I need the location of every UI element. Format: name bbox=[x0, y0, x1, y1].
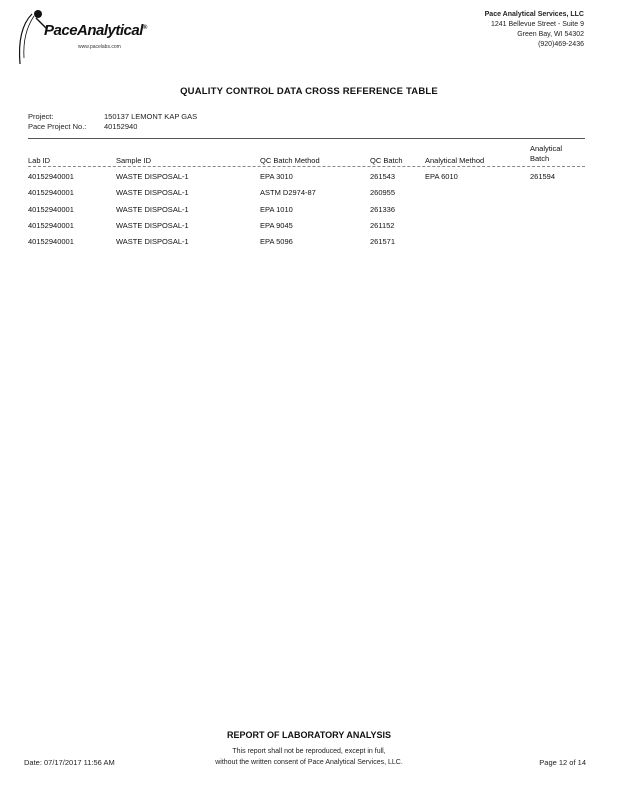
cell-qc-batch: 260955 bbox=[370, 188, 396, 197]
project-value: 150137 LEMONT KAP GAS bbox=[104, 112, 198, 121]
logo-website: www.pacelabs.com bbox=[78, 44, 121, 50]
header-analytical-batch: Analytical Batch bbox=[530, 144, 563, 163]
header-qc-batch: QC Batch bbox=[370, 156, 403, 165]
cell-sample-id: WASTE DISPOSAL-1 bbox=[116, 221, 189, 230]
cell-qc-batch: 261336 bbox=[370, 205, 396, 214]
pace-project-label: Pace Project No.: bbox=[28, 122, 87, 131]
cell-lab-id: 40152940001 bbox=[28, 205, 74, 214]
registered-mark: ® bbox=[142, 25, 147, 31]
header-analytical-method: Analytical Method bbox=[425, 156, 485, 165]
cell-sample-id: WASTE DISPOSAL-1 bbox=[116, 237, 189, 246]
company-street: 1241 Bellevue Street - Suite 9 bbox=[490, 21, 584, 28]
cell-lab-id: 40152940001 bbox=[28, 172, 74, 181]
cell-qc-batch: 261571 bbox=[370, 237, 396, 246]
company-city: Green Bay, WI 54302 bbox=[517, 31, 584, 38]
cell-sample-id: WASTE DISPOSAL-1 bbox=[116, 188, 189, 197]
cell-qc-batch-method: EPA 3010 bbox=[260, 172, 293, 181]
company-name: Pace Analytical Services, LLC bbox=[484, 11, 584, 18]
cell-qc-batch-method: EPA 5096 bbox=[260, 237, 293, 246]
footer-date: Date: 07/17/2017 11:56 AM bbox=[24, 758, 115, 767]
project-info bbox=[28, 112, 197, 132]
cell-sample-id: WASTE DISPOSAL-1 bbox=[116, 205, 189, 214]
logo-wordmark: PaceAnalytical® bbox=[44, 22, 147, 39]
company-phone: (920)469-2436 bbox=[538, 41, 584, 48]
table-row bbox=[0, 172, 618, 184]
pace-project-value: 40152940 bbox=[104, 122, 138, 131]
cell-qc-batch: 261152 bbox=[370, 221, 395, 230]
cell-analytical-batch: 261594 bbox=[530, 172, 556, 181]
header-qc-batch-method: QC Batch Method bbox=[260, 156, 320, 165]
table-row bbox=[0, 205, 618, 217]
cell-qc-batch-method: EPA 1010 bbox=[260, 205, 293, 214]
footer-page-number: Page 12 of 14 bbox=[539, 758, 586, 767]
pace-analytical-logo bbox=[10, 6, 150, 72]
cell-lab-id: 40152940001 bbox=[28, 188, 74, 197]
table-top-rule bbox=[28, 138, 585, 139]
company-address-block bbox=[485, 10, 584, 50]
footer-notice-line2: without the written consent of Pace Analytical Services, LLC. bbox=[215, 759, 403, 766]
page-title: QUALITY CONTROL DATA CROSS REFERENCE TABLE bbox=[180, 86, 438, 97]
table-row bbox=[0, 221, 618, 233]
table-header-rule bbox=[28, 166, 585, 167]
table-row bbox=[0, 237, 618, 249]
table-row bbox=[0, 188, 618, 200]
cell-analytical-method: EPA 6010 bbox=[425, 172, 458, 181]
cell-qc-batch-method: ASTM D2974-87 bbox=[260, 188, 316, 197]
header-sample-id: Sample ID bbox=[116, 156, 152, 165]
footer-report-title: REPORT OF LABORATORY ANALYSIS bbox=[226, 730, 392, 740]
footer-notice-line1: This report shall not be reproduced, except in full, bbox=[232, 748, 386, 755]
cell-lab-id: 40152940001 bbox=[28, 237, 74, 246]
cell-qc-batch: 261543 bbox=[370, 172, 396, 181]
header-lab-id: Lab ID bbox=[28, 156, 51, 165]
cell-qc-batch-method: EPA 9045 bbox=[260, 221, 293, 230]
cell-sample-id: WASTE DISPOSAL-1 bbox=[116, 172, 189, 181]
project-label: Project: bbox=[28, 112, 54, 121]
cell-lab-id: 40152940001 bbox=[28, 221, 74, 230]
